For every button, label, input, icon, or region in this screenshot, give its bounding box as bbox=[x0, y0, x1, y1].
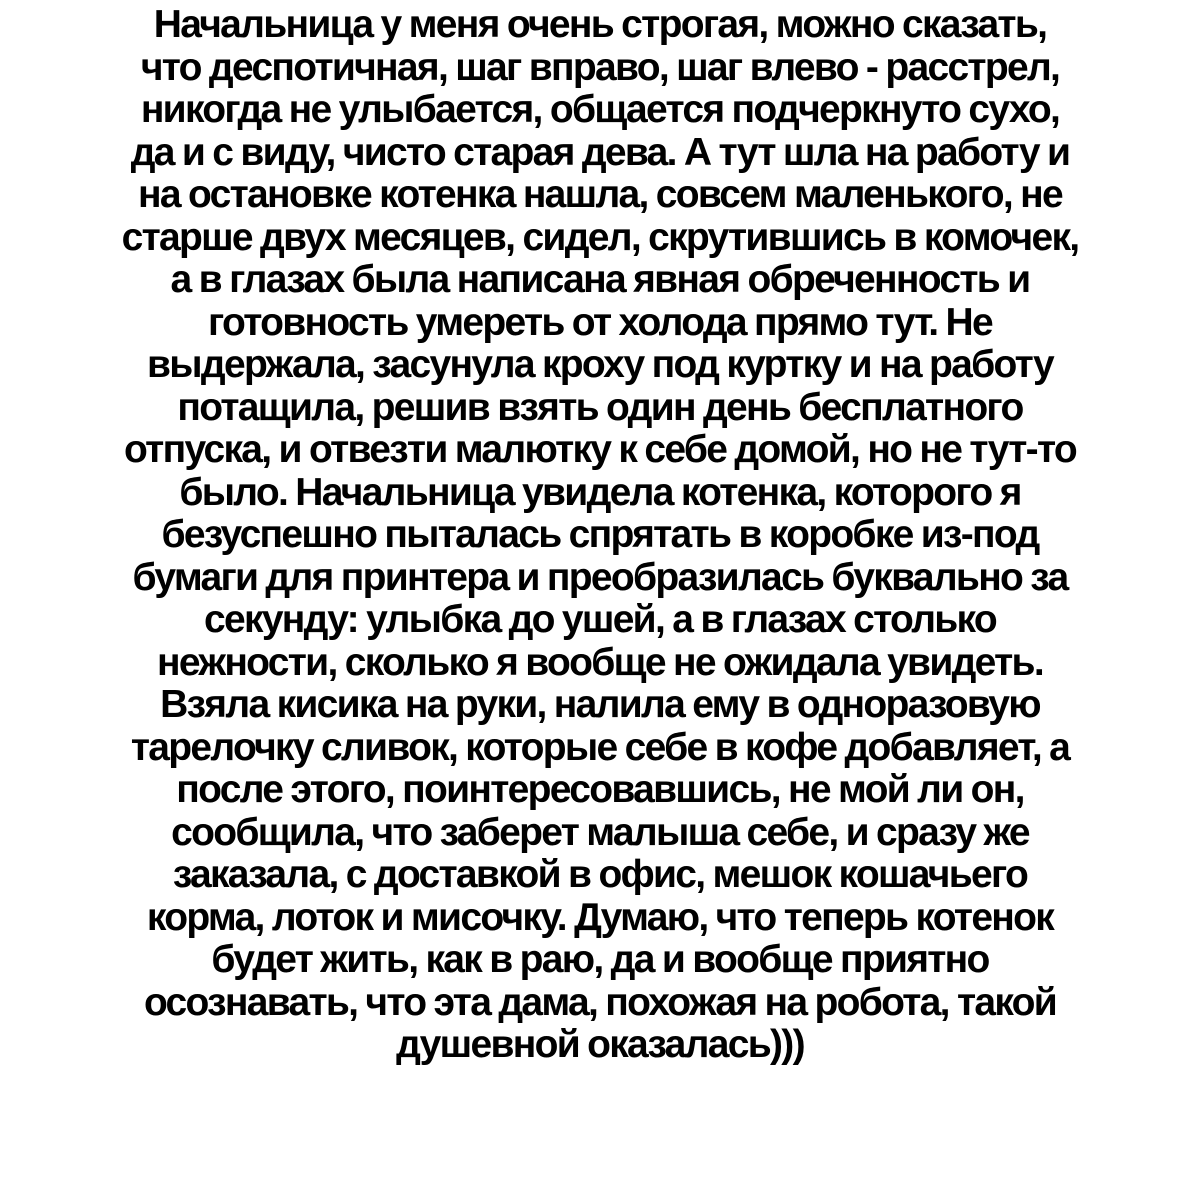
story-line-13: безуспешно пыталась спрятать в коробке из-под bbox=[161, 513, 1039, 556]
story-line-12: было. Начальница увидела котенка, которого я bbox=[179, 470, 1021, 514]
story-line-1: Начальница у меня очень строгая, можно сказать, bbox=[153, 3, 1047, 46]
story-line-21: заказала, с доставкой в офис, мешок кошачьего bbox=[172, 853, 1028, 896]
story-line-16: нежности, сколько я вообще не ожидала увидеть. bbox=[157, 640, 1043, 684]
story-line-10: потащила, решив взять один день бесплатного bbox=[177, 385, 1023, 429]
story-line-6: старше двух месяцев, сидел, скрутившись в комочек, bbox=[121, 215, 1079, 259]
story-line-5: на остановке котенка нашла, совсем маленького, не bbox=[138, 173, 1062, 216]
story-line-24: осознавать, что эта дама, похожая на робота, такой bbox=[143, 980, 1057, 1024]
story-line-2: что деспотичная, шаг вправо, шаг влево - расстрел, bbox=[140, 45, 1060, 89]
story-line-20: сообщила, что заберет малыша себе, и сразу же bbox=[171, 810, 1029, 854]
story-line-15: секунду: улыбка до ушей, а в глазах столько bbox=[204, 598, 996, 641]
story-line-14: бумаги для принтера и преобразилась буквально за bbox=[132, 555, 1068, 599]
story-line-22: корма, лоток и мисочку. Думаю, что теперь котенок bbox=[146, 895, 1054, 939]
story-line-8: готовность умереть от холода прямо тут. Не bbox=[208, 300, 992, 344]
story-line-18: тарелочку сливок, которые себе в кофе добавляет, а bbox=[130, 725, 1070, 769]
story-line-7: а в глазах была написана явная обреченность и bbox=[170, 258, 1030, 301]
story-line-23: будет жить, как в раю, да и вообще приятно bbox=[211, 938, 989, 981]
story-line-4: да и с виду, чисто старая дева. А тут шла на работу и bbox=[130, 130, 1070, 174]
story-line-25: душевной оказалась))) bbox=[396, 1023, 804, 1066]
story-line-9: выдержала, засунула кроху под куртку и на работу bbox=[147, 343, 1053, 386]
story-line-17: Взяла кисика на руки, налила ему в одноразовую bbox=[160, 683, 1040, 726]
story-line-11: отпуска, и отвезти малютку к себе домой, но не тут-то bbox=[124, 428, 1076, 471]
story-line-3: никогда не улыбается, общается подчеркнуто сухо, bbox=[140, 88, 1060, 131]
story-line-19: после этого, поинтересовавшись, не мой ли он, bbox=[176, 768, 1024, 811]
